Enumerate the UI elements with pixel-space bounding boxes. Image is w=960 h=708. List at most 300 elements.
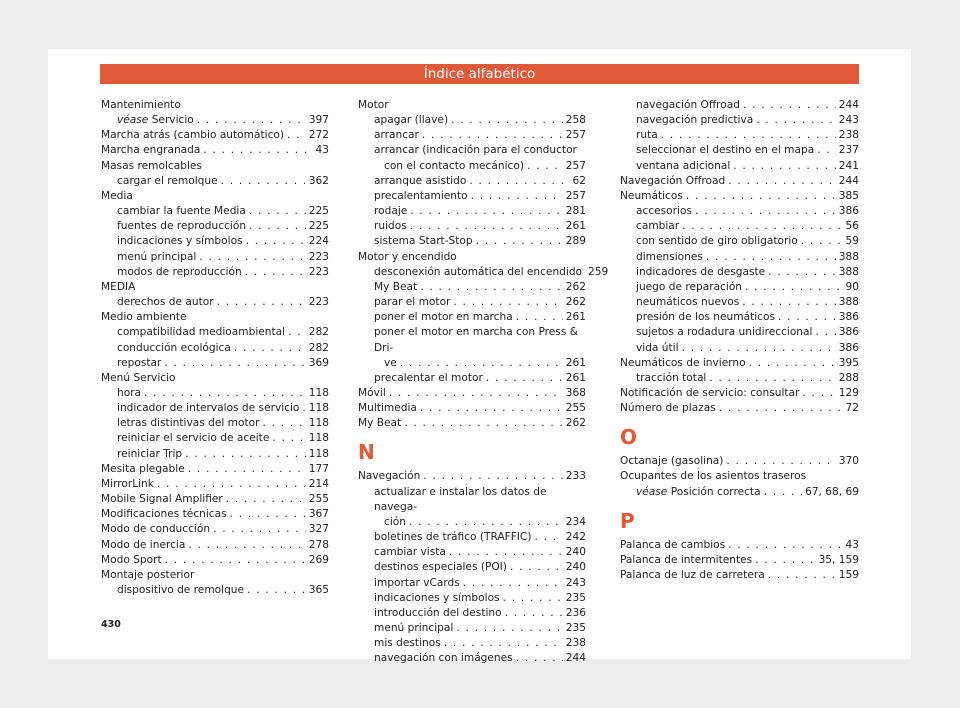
index-entry — [358, 356, 586, 371]
index-entry-term: Palanca de intermitentes — [620, 553, 753, 566]
dot-leader — [272, 431, 305, 446]
index-entry-term: arrancar — [374, 129, 419, 142]
index-entry — [358, 219, 586, 234]
index-page-ref: 72 — [845, 402, 859, 415]
index-page-ref: 238 — [565, 637, 586, 650]
index-page-ref: 367 — [308, 508, 329, 521]
index-page-ref: 244 — [838, 174, 859, 187]
index-entry — [101, 401, 329, 416]
index-page-ref: 388 — [838, 265, 859, 278]
index-entry-term: reiniciar el servicio de aceite — [117, 432, 270, 445]
dot-leader — [778, 310, 836, 325]
index-page-ref: 261 — [565, 371, 586, 384]
index-entry — [620, 219, 859, 234]
index-entry — [358, 113, 586, 128]
dot-leader — [449, 545, 563, 560]
index-page-ref: 397 — [308, 114, 329, 127]
dot-leader — [503, 591, 563, 606]
index-entry — [101, 143, 329, 158]
dot-leader — [409, 515, 563, 530]
index-page-ref: 255 — [308, 493, 329, 506]
index-entry-term: Neumáticos de invierno — [620, 356, 746, 369]
index-entry — [101, 538, 329, 553]
index-entry-term: MirrorLink — [101, 477, 154, 490]
index-page-ref: 388 — [838, 250, 859, 263]
index-entry-term: Mobile Signal Amplifier — [101, 493, 223, 506]
dot-leader — [262, 416, 305, 431]
index-entry — [620, 310, 859, 325]
index-entry-line: arrancar (indicación para el conductor — [374, 144, 577, 157]
index-entry-term: derechos de autor — [117, 296, 214, 309]
dot-leader — [728, 538, 842, 553]
index-entry — [358, 576, 586, 591]
index-page-ref: 370 — [838, 455, 859, 468]
index-entry-line: poner el motor en marcha con Press & Dri- — [374, 326, 578, 354]
index-entry-term: modos de reproducción — [117, 265, 242, 278]
index-heading: Media — [101, 189, 133, 202]
dot-leader — [709, 371, 835, 386]
index-page-ref: 281 — [565, 205, 586, 218]
index-page-ref: 225 — [308, 205, 329, 218]
index-entry-term: letras distintivas del motor — [117, 417, 260, 430]
dot-leader — [188, 462, 306, 477]
index-page-ref: 255 — [565, 402, 586, 415]
index-page-ref: 261 — [565, 356, 586, 369]
index-page-ref: 90 — [845, 280, 859, 293]
index-page-ref: 278 — [308, 538, 329, 551]
dot-leader — [815, 325, 835, 340]
index-entry-term: cambiar la fuente Media — [117, 205, 246, 218]
index-entry-term: Modificaciones técnicas — [101, 508, 227, 521]
index-entry-term: mis destinos — [374, 637, 441, 650]
index-entry — [101, 113, 329, 128]
index-entry — [358, 416, 586, 431]
index-page-ref: 368 — [565, 386, 586, 399]
index-entry — [101, 265, 329, 280]
index-entry-term: dispositivo de remolque — [117, 584, 245, 596]
index-entry-term: compatibilidad medioambiental — [117, 326, 286, 339]
index-entry-term: Marcha engranada — [101, 144, 201, 157]
dot-leader — [486, 371, 563, 386]
index-column-3 — [620, 98, 859, 583]
index-page-ref: 282 — [308, 326, 329, 339]
index-entry-term: importar vCards — [374, 576, 460, 589]
index-page-ref: 262 — [565, 280, 586, 293]
index-entry — [101, 234, 329, 249]
index-entry-term: boletines de tráfico (TRAFFIC) — [374, 531, 532, 544]
index-entry — [358, 204, 586, 219]
index-entry-term: My Beat — [358, 417, 402, 430]
index-entry — [620, 98, 859, 113]
index-entry — [101, 522, 329, 537]
index-page-ref: 223 — [308, 250, 329, 263]
index-entry-term: desconexión automática del encendido — [374, 265, 583, 278]
section-header — [100, 64, 859, 84]
index-entry-term: navegación predictiva — [636, 114, 754, 127]
dot-leader — [165, 553, 306, 568]
index-page-ref: 235 — [565, 622, 586, 634]
dot-leader — [510, 560, 563, 575]
index-page-ref: 259 — [588, 265, 609, 278]
index-entry — [101, 492, 329, 507]
index-entry-term: cambiar — [636, 220, 680, 233]
index-entry — [620, 295, 859, 310]
dot-leader — [742, 295, 836, 310]
index-entry — [101, 416, 329, 431]
index-entry — [101, 431, 329, 446]
index-page-ref: 386 — [838, 205, 859, 218]
index-entry — [358, 545, 586, 560]
index-entry — [620, 280, 859, 295]
index-page-ref: 159 — [838, 569, 859, 582]
dot-leader — [471, 189, 563, 204]
index-entry-term: cargar el remolque — [117, 174, 218, 187]
index-entry-term: Navegación Offroad — [620, 174, 726, 187]
dot-leader — [456, 621, 562, 636]
index-page-ref: 118 — [308, 432, 329, 445]
index-page-ref: 241 — [838, 159, 859, 172]
index-entry — [620, 174, 859, 189]
index-entry — [358, 621, 586, 636]
dot-leader — [197, 113, 306, 128]
index-page-ref: 234 — [565, 515, 586, 528]
index-heading: Motor y encendido — [358, 250, 457, 263]
index-page-ref: 240 — [565, 561, 586, 574]
index-heading: MEDIA — [101, 280, 136, 293]
dot-leader — [245, 265, 306, 280]
index-entry-term: arranque asistido — [374, 174, 467, 187]
dot-leader — [246, 234, 306, 249]
index-entry — [101, 250, 329, 265]
index-entry — [101, 447, 329, 462]
index-entry — [358, 310, 586, 325]
index-entry — [358, 530, 586, 545]
index-entry-term: Palanca de cambios — [620, 538, 726, 551]
index-entry-term: indicador de intervalos de servicio — [117, 402, 300, 415]
index-entry — [101, 507, 329, 522]
index-page-ref: 362 — [308, 174, 329, 187]
dot-leader — [682, 341, 836, 356]
index-heading: Masas remolcables — [101, 159, 202, 172]
index-entry — [620, 401, 859, 416]
dot-leader — [469, 174, 569, 189]
index-page-ref: 235 — [565, 591, 586, 604]
index-entry — [620, 325, 859, 340]
index-page-ref: 237 — [838, 144, 859, 157]
index-page-ref: 386 — [838, 326, 859, 339]
dot-leader — [749, 356, 836, 371]
see-reference: véase — [117, 114, 149, 127]
index-entry — [358, 606, 586, 621]
index-entry-term: reiniciar Trip — [117, 447, 183, 460]
index-page-ref: 129 — [838, 386, 859, 399]
see-reference: véase — [636, 485, 668, 498]
index-entry — [358, 265, 609, 280]
index-entry — [358, 401, 586, 416]
index-entry-term: menú principal — [117, 250, 197, 263]
index-entry-term: indicadores de desgaste — [636, 265, 766, 278]
index-entry — [101, 128, 329, 143]
dot-leader — [661, 128, 836, 143]
dot-leader — [188, 538, 305, 553]
dot-leader — [745, 280, 842, 295]
index-entry — [101, 386, 329, 401]
dot-leader — [686, 189, 836, 204]
index-entry — [358, 159, 586, 174]
dot-leader — [287, 128, 306, 143]
dot-leader — [728, 174, 836, 189]
index-entry — [620, 189, 859, 204]
index-entry — [620, 113, 859, 128]
index-entry — [358, 189, 586, 204]
index-entry-term: tracción total — [636, 371, 707, 384]
index-page-ref: 261 — [565, 311, 586, 324]
index-entry — [358, 295, 586, 310]
index-page-ref: 369 — [308, 356, 329, 369]
dot-leader — [516, 651, 563, 666]
dot-leader — [203, 143, 312, 158]
index-entry — [358, 371, 586, 386]
index-entry — [358, 128, 586, 143]
dot-leader — [230, 507, 306, 522]
index-page-ref: 238 — [838, 129, 859, 142]
index-entry-term: accesorios — [636, 205, 692, 218]
index-entry-term: Notificación de servicio: consultar — [620, 386, 800, 399]
index-entry-term: Mesita plegable — [101, 462, 185, 475]
index-entry — [620, 553, 859, 568]
index-page-ref: 244 — [565, 652, 586, 665]
index-entry-term: hora — [117, 386, 142, 399]
dot-leader — [404, 416, 563, 431]
index-page-ref: 177 — [308, 462, 329, 475]
index-entry — [358, 234, 586, 249]
index-entry-term — [117, 113, 194, 128]
index-page-ref: 225 — [308, 220, 329, 233]
index-entry — [620, 568, 859, 583]
index-page-ref: 388 — [838, 296, 859, 309]
index-entry-term: navegación con imágenes — [374, 652, 513, 665]
index-entry-term: repostar — [117, 356, 162, 369]
index-page-ref: 243 — [838, 114, 859, 127]
dot-leader — [157, 477, 306, 492]
index-entry — [620, 386, 859, 401]
index-entry-term: apagar (llave) — [374, 114, 449, 127]
index-entry — [358, 174, 586, 189]
dot-leader — [733, 159, 835, 174]
dot-leader — [389, 386, 563, 401]
index-heading: Ocupantes de los asientos traseros — [620, 470, 807, 483]
index-entry-term: introducción del destino — [374, 606, 502, 619]
dot-leader — [764, 485, 803, 500]
index-entry — [101, 341, 329, 356]
index-page-ref: 59 — [845, 235, 859, 248]
index-entry — [620, 356, 859, 371]
index-page-ref: 43 — [845, 538, 859, 551]
index-entry-term: precalentamiento — [374, 189, 468, 202]
index-entry-term: Móvil — [358, 386, 386, 399]
index-page-ref: 67, 68, 69 — [805, 485, 859, 498]
index-entry-term: Marcha atrás (cambio automático) — [101, 129, 285, 142]
dot-leader — [534, 530, 562, 545]
index-letter-heading: O — [620, 425, 638, 450]
index-page-ref: 62 — [572, 174, 586, 187]
index-entry-term: navegación Offroad — [636, 99, 740, 111]
index-entry-term: Navegación — [358, 470, 421, 483]
dot-leader — [695, 204, 836, 219]
index-entry-term — [636, 485, 761, 500]
index-entry — [620, 204, 859, 219]
index-heading: Medio ambiente — [101, 311, 187, 324]
index-heading: Motor — [358, 99, 389, 111]
dot-leader — [302, 401, 305, 416]
index-page-ref: 118 — [308, 386, 329, 399]
index-entry — [358, 469, 586, 484]
index-entry — [358, 280, 586, 295]
index-entry — [620, 159, 859, 174]
dot-leader — [247, 583, 306, 598]
dot-leader — [410, 204, 562, 219]
index-page-ref: 243 — [565, 576, 586, 589]
index-page-ref: 223 — [308, 265, 329, 278]
dot-leader — [164, 356, 305, 371]
dot-leader — [768, 568, 836, 583]
dot-leader — [249, 219, 306, 234]
index-page-ref: 272 — [308, 129, 329, 142]
index-page-ref: 242 — [565, 531, 586, 544]
dot-leader — [420, 280, 563, 295]
index-entry — [620, 265, 859, 280]
page-number: 430 — [101, 619, 121, 630]
dot-leader — [802, 386, 835, 401]
index-entry-term: Modo Sport — [101, 553, 162, 566]
dot-leader — [743, 98, 836, 113]
index-page-ref: 282 — [308, 341, 329, 354]
index-heading: Menú Servicio — [101, 371, 176, 384]
index-page-ref: 257 — [565, 129, 586, 142]
index-entry — [358, 636, 586, 651]
index-page-ref: 244 — [838, 99, 859, 111]
dot-leader — [527, 159, 563, 174]
index-entry-term: presión de los neumáticos — [636, 311, 775, 324]
index-entry-term: Neumáticos — [620, 189, 683, 202]
index-entry-term: cambiar vista — [374, 546, 446, 559]
index-entry-term: destinos especiales (POI) — [374, 561, 507, 574]
index-page-ref: 43 — [315, 144, 329, 157]
index-entry-term: neumáticos nuevos — [636, 296, 740, 309]
section-title: Índice alfabético — [423, 66, 536, 82]
index-page-ref: 395 — [838, 356, 859, 369]
index-entry — [101, 356, 329, 371]
index-column-2 — [358, 98, 609, 666]
index-entry-term: Palanca de luz de carretera — [620, 569, 765, 582]
index-entry — [620, 538, 859, 553]
dot-leader — [410, 219, 563, 234]
dot-leader — [682, 219, 842, 234]
index-entry-term: poner el motor en marcha — [374, 311, 513, 324]
dot-leader — [801, 234, 843, 249]
index-page-ref: 223 — [308, 296, 329, 309]
index-entry — [620, 341, 859, 356]
dot-leader — [451, 113, 563, 128]
index-entry-term: menú principal — [374, 622, 454, 634]
index-entry — [620, 371, 859, 386]
index-page-ref: 289 — [565, 235, 586, 248]
dot-leader — [706, 250, 836, 265]
index-entry-term: Modo de inercia — [101, 538, 186, 551]
index-page-ref: 386 — [838, 311, 859, 324]
dot-leader — [755, 553, 815, 568]
index-entry-term: vida útil — [636, 341, 679, 354]
index-entry — [620, 143, 859, 158]
index-entry — [358, 515, 586, 530]
index-page-ref: 262 — [565, 296, 586, 309]
index-entry-term: dimensiones — [636, 250, 703, 263]
index-page-ref: 386 — [838, 341, 859, 354]
index-entry-term: ventana adicional — [636, 159, 731, 172]
index-entry — [620, 454, 859, 469]
index-page-ref: 365 — [308, 584, 329, 596]
index-entry-term: ve — [384, 356, 397, 369]
index-entry-term: sistema Start-Stop — [374, 235, 473, 248]
index-entry-term: con sentido de giro obligatorio — [636, 235, 798, 248]
index-entry-term: indicaciones y símbolos — [117, 235, 243, 248]
index-letter-heading: P — [620, 508, 635, 533]
see-target: Posición correcta — [670, 485, 761, 498]
index-page-ref: 385 — [838, 189, 859, 202]
dot-leader — [234, 341, 306, 356]
index-entry-term: rodaje — [374, 205, 408, 218]
index-page-ref: 240 — [565, 546, 586, 559]
index-entry-term: juego de reparación — [636, 280, 743, 293]
index-column-1 — [101, 98, 329, 598]
dot-leader — [719, 401, 843, 416]
index-page-ref: 56 — [845, 220, 859, 233]
dot-leader — [453, 295, 562, 310]
dot-leader — [400, 356, 563, 371]
index-page-ref: 35, 159 — [818, 553, 859, 566]
index-entry-term: fuentes de reproducción — [117, 220, 247, 233]
dot-leader — [476, 234, 563, 249]
index-entry-term: seleccionar el destino en el mapa — [636, 144, 815, 157]
index-page-ref: 257 — [565, 189, 586, 202]
index-entry — [101, 462, 329, 477]
index-entry — [101, 204, 329, 219]
index-page-ref: 269 — [308, 553, 329, 566]
index-entry-term: My Beat — [374, 280, 418, 293]
index-page-ref: 327 — [308, 523, 329, 536]
index-page-ref: 233 — [565, 470, 586, 483]
dot-leader — [726, 454, 835, 469]
index-page-ref: 288 — [838, 371, 859, 384]
see-target: Servicio — [151, 114, 194, 127]
dot-leader — [423, 469, 562, 484]
index-entry-term: Octanaje (gasolina) — [620, 455, 724, 468]
index-page-ref: 224 — [308, 235, 329, 248]
index-heading: Montaje posterior — [101, 568, 195, 581]
index-letter-heading: N — [358, 440, 375, 465]
index-entry — [358, 651, 586, 666]
dot-leader — [185, 447, 306, 462]
dot-leader — [422, 128, 563, 143]
index-entry-term: precalentar el motor — [374, 371, 483, 384]
dot-leader — [516, 310, 563, 325]
dot-leader — [217, 295, 306, 310]
index-entry — [101, 174, 329, 189]
index-page-ref: 236 — [565, 606, 586, 619]
index-entry — [358, 591, 586, 606]
dot-leader — [226, 492, 306, 507]
index-entry — [101, 219, 329, 234]
